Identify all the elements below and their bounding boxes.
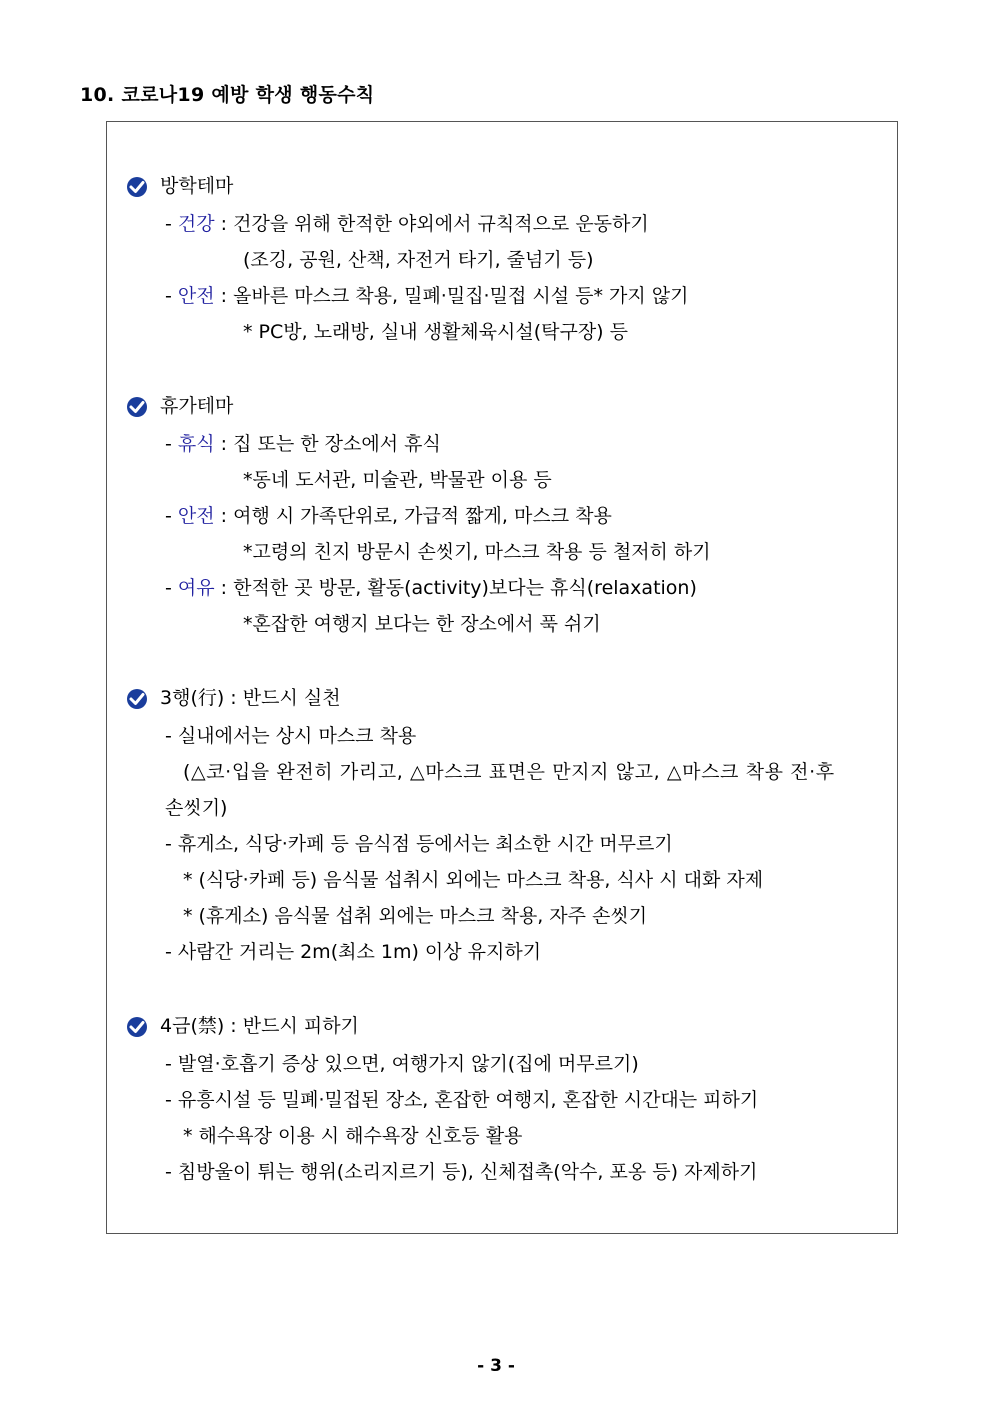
list-item: - 실내에서는 상시 마스크 착용 (165, 725, 417, 747)
list-subitem: (조깅, 공원, 산책, 자전거 타기, 줄넘기 등) (243, 249, 594, 271)
list-item: - 여유 : 한적한 곳 방문, 활동(activity)보다는 휴식(relaxation) (165, 577, 697, 599)
list-item: - 휴식 : 집 또는 한 장소에서 휴식 (165, 433, 441, 455)
page-number: - 3 - (477, 1356, 515, 1376)
section-title-must-avoid: 4금(禁) : 반드시 피하기 (160, 1015, 359, 1037)
list-subitem: * (휴게소) 음식물 섭취 외에는 마스크 착용, 자주 손씻기 (183, 905, 648, 927)
list-item: - 유흥시설 등 밀폐·밀접된 장소, 혼잡한 여행지, 혼잡한 시간대는 피하기 (165, 1089, 759, 1111)
item-text: : 한적한 곳 방문, 활동(activity)보다는 휴식(relaxation) (214, 577, 697, 599)
list-subitem: * PC방, 노래방, 실내 생활체육시설(탁구장) 등 (243, 321, 628, 343)
page-heading: 10. 코로나19 예방 학생 행동수칙 (80, 84, 375, 106)
check-circle-icon (126, 396, 148, 418)
keyword: 건강 (177, 213, 215, 235)
list-item: - 안전 : 올바른 마스크 착용, 밀폐·밀집·밀접 시설 등* 가지 않기 (165, 285, 689, 307)
list-subitem: *혼잡한 여행지 보다는 한 장소에서 푹 쉬기 (243, 613, 601, 635)
check-circle-icon (126, 176, 148, 198)
item-text: : 여행 시 가족단위로, 가급적 짧게, 마스크 착용 (214, 505, 612, 527)
item-text: : 건강을 위해 한적한 야외에서 규칙적으로 운동하기 (214, 213, 649, 235)
keyword: 여유 (177, 577, 215, 599)
section-title-vacation: 방학테마 (160, 175, 234, 197)
list-subitem: 손씻기) (165, 797, 228, 819)
list-subitem: * (식당·카페 등) 음식물 섭취시 외에는 마스크 착용, 식사 시 대화 자제 (183, 869, 764, 891)
list-item: - 침방울이 튀는 행위(소리지르기 등), 신체접촉(악수, 포옹 등) 자제하기 (165, 1161, 758, 1183)
list-item: - 발열·호흡기 증상 있으면, 여행가지 않기(집에 머무르기) (165, 1053, 639, 1075)
item-text: : 올바른 마스크 착용, 밀폐·밀집·밀접 시설 등* 가지 않기 (214, 285, 689, 307)
list-item: - 안전 : 여행 시 가족단위로, 가급적 짧게, 마스크 착용 (165, 505, 612, 527)
check-circle-icon (126, 688, 148, 710)
section-title-holiday: 휴가테마 (160, 395, 234, 417)
list-subitem: * 해수욕장 이용 시 해수욕장 신호등 활용 (183, 1125, 523, 1147)
list-item: - 휴게소, 식당·카페 등 음식점 등에서는 최소한 시간 머무르기 (165, 833, 673, 855)
section-title-must-do: 3행(行) : 반드시 실천 (160, 687, 341, 709)
keyword: 안전 (177, 505, 215, 527)
list-item: - 사람간 거리는 2m(최소 1m) 이상 유지하기 (165, 941, 542, 963)
list-subitem: *동네 도서관, 미술관, 박물관 이용 등 (243, 469, 552, 491)
list-subitem: (△코·입을 완전히 가리고, △마스크 표면은 만지지 않고, △마스크 착용 전·후 (183, 761, 835, 783)
list-subitem: *고령의 친지 방문시 손씻기, 마스크 착용 등 철저히 하기 (243, 541, 711, 563)
check-circle-icon (126, 1016, 148, 1038)
keyword: 안전 (177, 285, 215, 307)
keyword: 휴식 (177, 433, 215, 455)
list-item: - 건강 : 건강을 위해 한적한 야외에서 규칙적으로 운동하기 (165, 213, 649, 235)
item-text: : 집 또는 한 장소에서 휴식 (214, 433, 441, 455)
